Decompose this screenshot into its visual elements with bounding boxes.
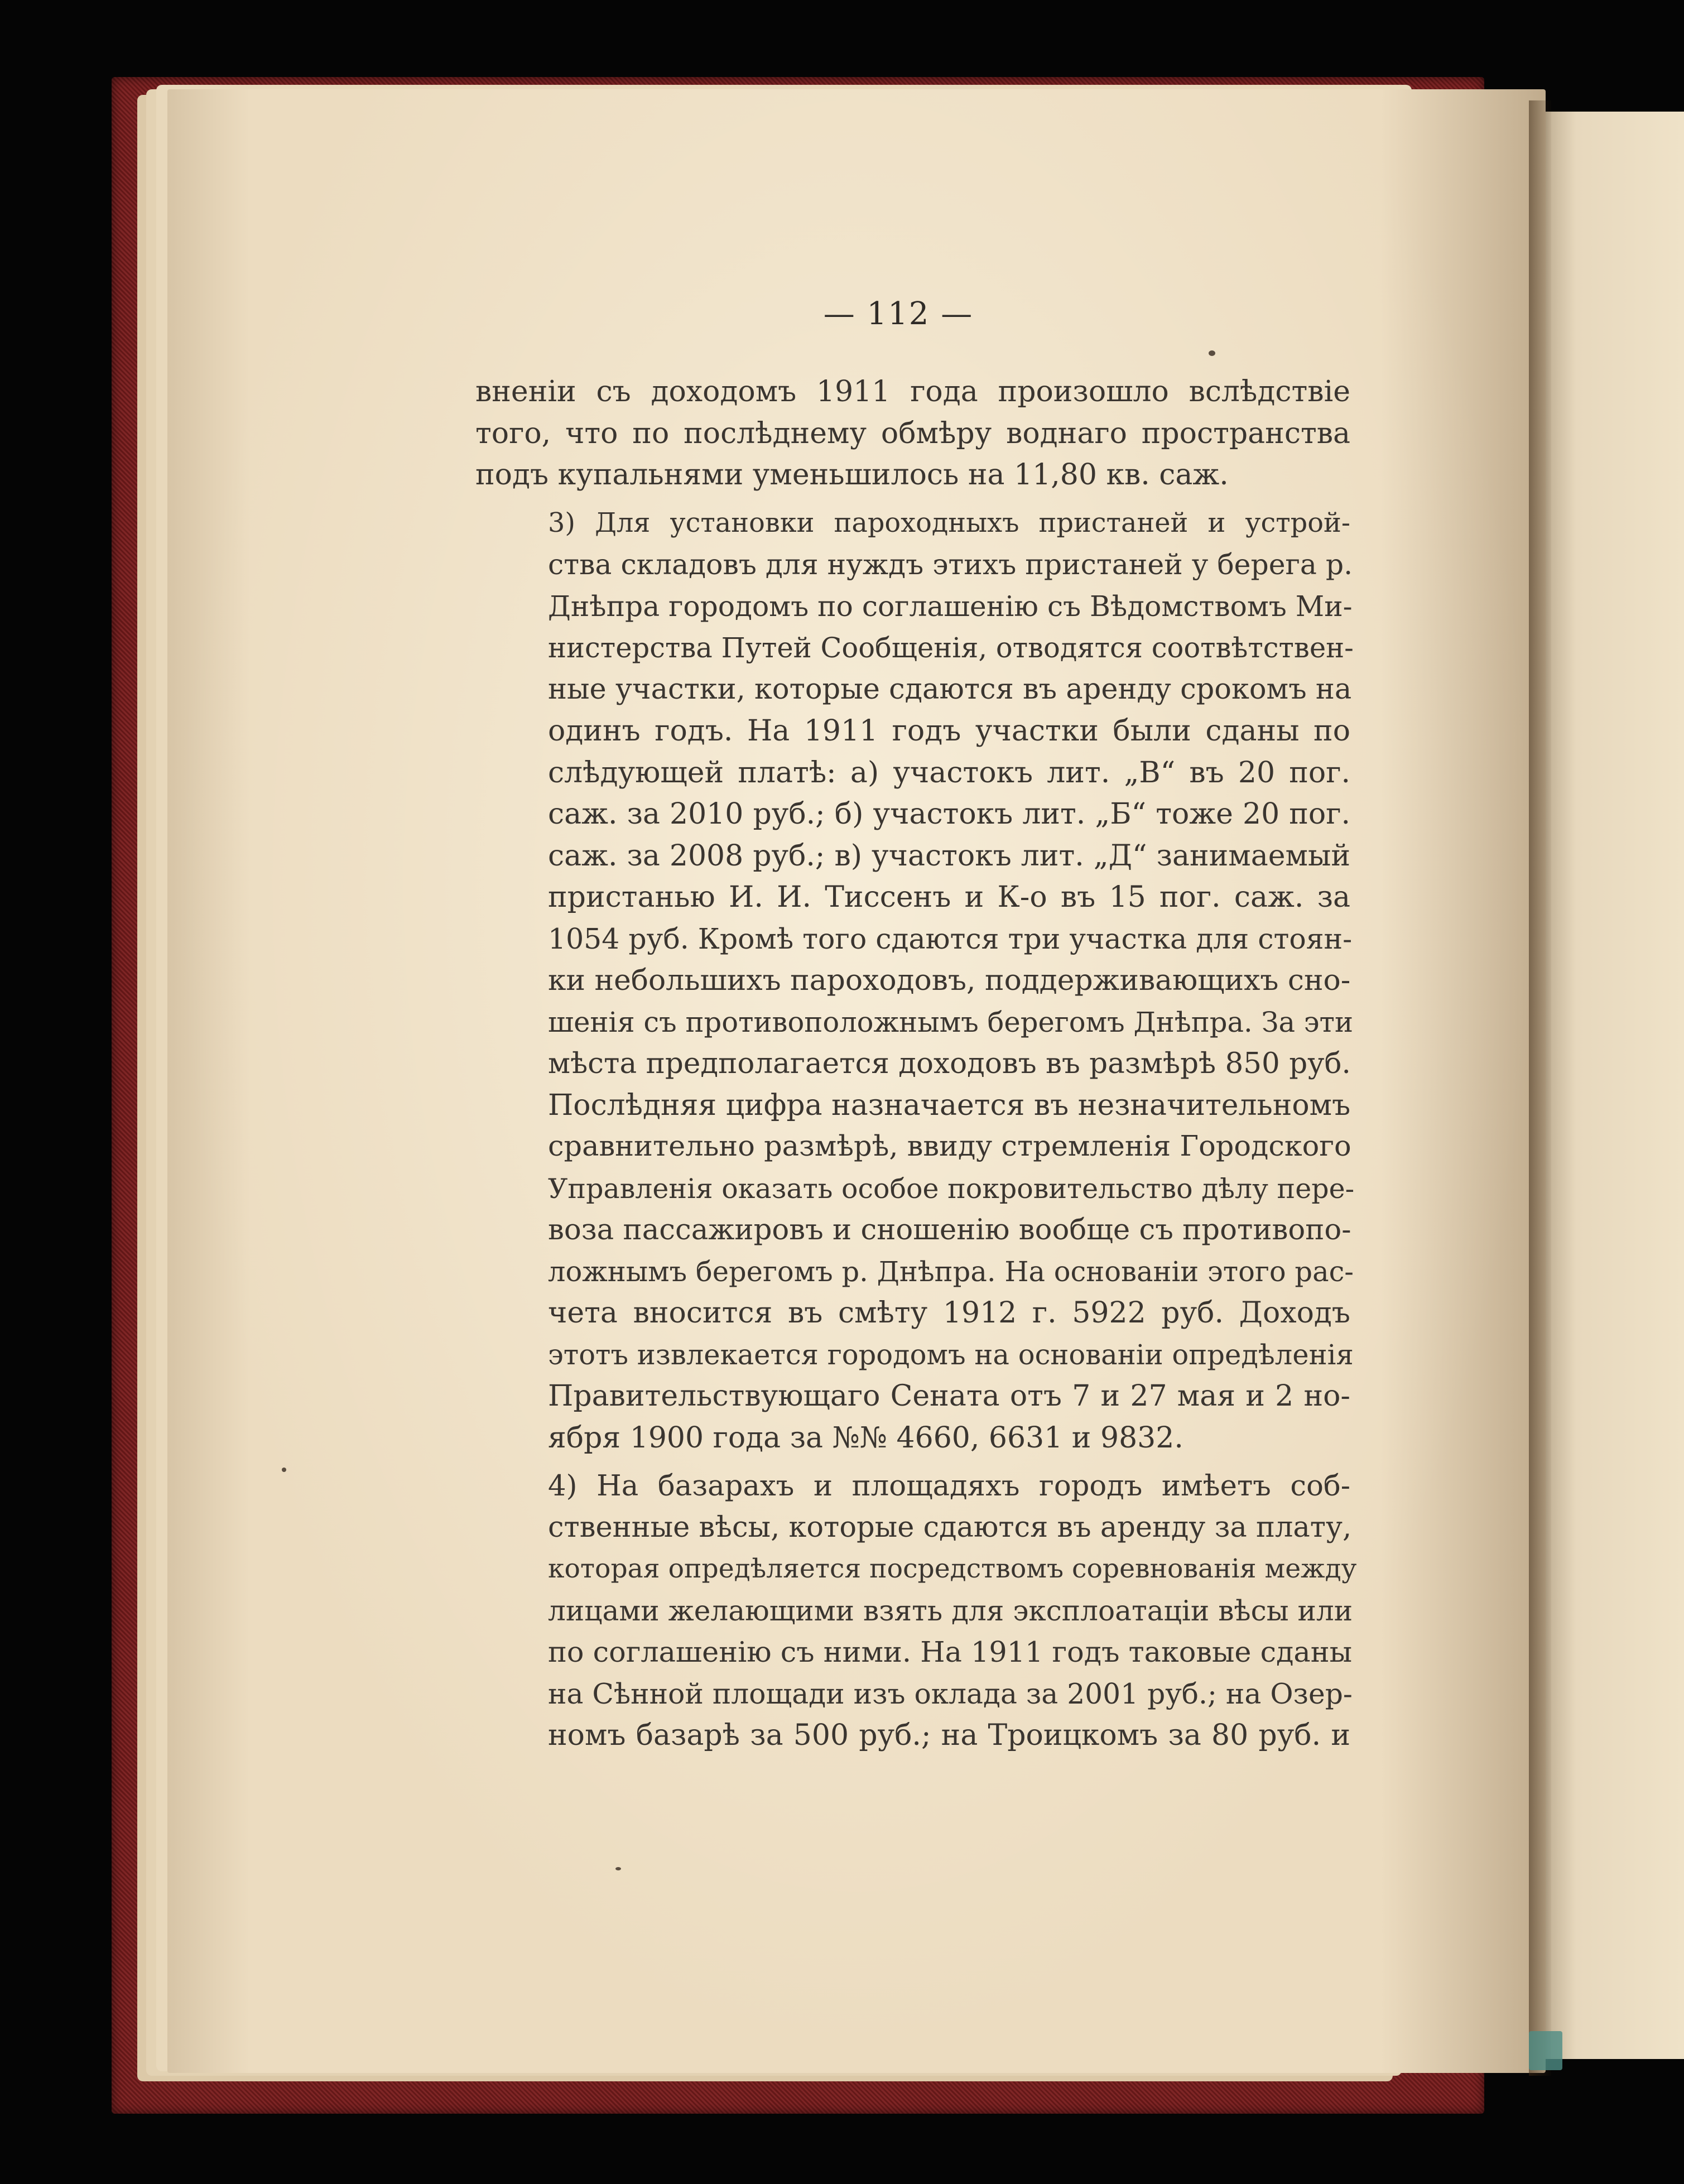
text-line: лицами желающими взять для эксплоатаціи вѣсы или	[548, 1594, 1353, 1627]
text-line: Правительствующаго Сената отъ 7 и 27 мая и 2 но-	[548, 1379, 1350, 1413]
text-line: ные участки, которые сдаются въ аренду срокомъ на	[548, 672, 1352, 706]
page-gutter	[1529, 100, 1551, 2076]
text-line: ки небольшихъ пароходовъ, поддерживающихъ сно-	[548, 964, 1351, 997]
text-line: Днѣпра городомъ по соглашенію съ Вѣдомствомъ Ми-	[548, 589, 1353, 623]
text-line: на Сѣнной площади изъ оклада за 2001 руб.; на Озер-	[548, 1677, 1353, 1710]
paper-speck	[282, 1468, 286, 1472]
text-line: 3) Для установки пароходныхъ пристаней и устрой-	[548, 507, 1350, 538]
page-body-text	[475, 371, 1357, 1757]
paper-speck	[615, 1867, 621, 1870]
paper-speck	[1209, 350, 1215, 356]
text-line: сравнительно размѣрѣ, ввиду стремленія Городского	[548, 1130, 1351, 1163]
paragraph	[475, 503, 1355, 1459]
text-line: 4) На базарахъ и площадяхъ городъ имѣетъ соб-	[548, 1469, 1350, 1503]
text-line: саж. за 2008 руб.; в) участокъ лит. „Д“ занимаемый	[548, 839, 1350, 873]
text-line: 1054 руб. Кромѣ того сдаются три участка для стоян-	[548, 922, 1353, 955]
text-line: номъ базарѣ за 500 руб.; на Троицкомъ за 80 руб. и	[548, 1719, 1350, 1752]
text-line: пристанью И. И. Тиссенъ и К-о въ 15 пог. саж. за	[548, 881, 1350, 914]
facing-page-edge	[1540, 112, 1684, 2059]
text-line: саж. за 2010 руб.; б) участокъ лит. „Б“ тоже 20 пог.	[548, 797, 1350, 831]
paragraph	[475, 1465, 1357, 1757]
text-line: по соглашенію съ ними. На 1911 годъ таковые сданы	[548, 1635, 1353, 1668]
text-line: чета вносится въ смѣту 1912 г. 5922 руб. Доходъ	[548, 1296, 1350, 1330]
text-line: этотъ извлекается городомъ на основаніи опредѣленія	[548, 1338, 1354, 1371]
text-line: воза пассажировъ и сношенію вообще съ противопо-	[548, 1213, 1351, 1247]
text-line: одинъ годъ. На 1911 годъ участки были сданы по	[548, 714, 1350, 748]
text-line: ложнымъ берегомъ р. Днѣпра. На основаніи этого рас-	[548, 1255, 1354, 1288]
text-line: подъ купальнями уменьшилось на 11,80 кв. саж.	[475, 458, 1229, 492]
page-number: — 112 —	[823, 296, 974, 332]
text-line: которая опредѣляется посредствомъ соревнованія между	[548, 1553, 1357, 1584]
text-line: мѣста предполагается доходовъ въ размѣрѣ 850 руб.	[548, 1047, 1351, 1080]
binding-thread	[1529, 2031, 1562, 2070]
text-line: того, что по послѣднему обмѣру воднаго пространства	[475, 416, 1350, 450]
text-line: ября 1900 года за №№ 4660, 6631 и 9832.	[548, 1421, 1183, 1455]
text-line: ственные вѣсы, которые сдаются въ аренду за плату,	[548, 1510, 1352, 1544]
text-line: Послѣдняя цифра назначается въ незначительномъ	[548, 1088, 1351, 1122]
text-line: Управленія оказать особое покровительство дѣлу пере-	[548, 1172, 1355, 1205]
paragraph	[475, 371, 1350, 496]
text-line: нистерства Путей Сообщенія, отводятся соотвѣтствен-	[548, 632, 1354, 664]
text-line: слѣдующей платѣ: а) участокъ лит. „В“ въ 20 пог.	[548, 756, 1350, 790]
text-line: вненіи съ доходомъ 1911 года произошло вслѣдствіе	[475, 375, 1350, 408]
text-line: ства складовъ для нуждъ этихъ пристаней у берега р.	[548, 548, 1353, 581]
text-line: шенія съ противоположнымъ берегомъ Днѣпра. За эти	[548, 1006, 1354, 1038]
